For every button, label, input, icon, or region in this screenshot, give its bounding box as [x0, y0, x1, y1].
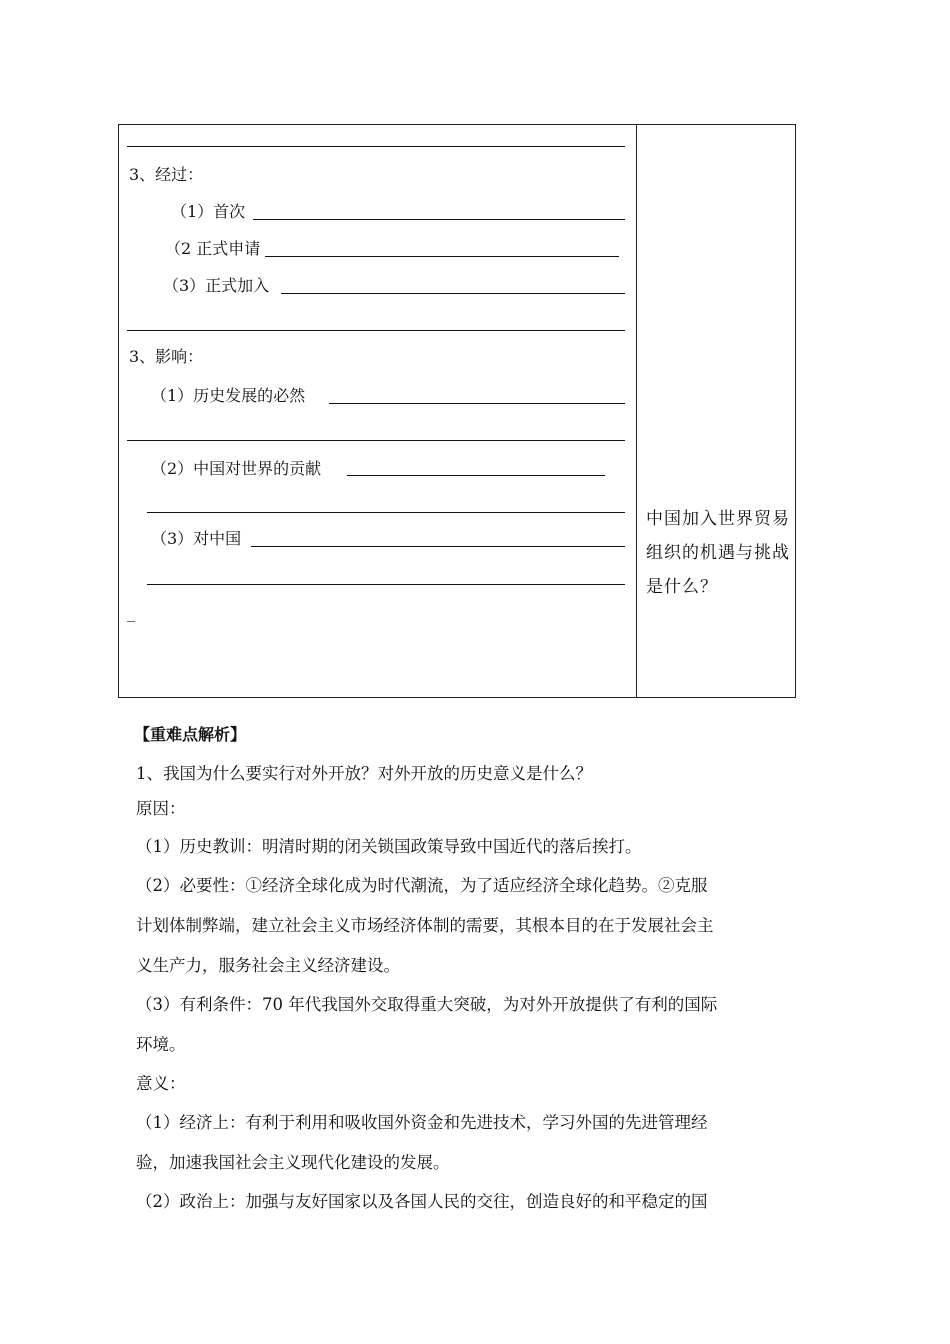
meaning-label: 意义： — [136, 1074, 186, 1093]
step3-item2-label: （2 正式申请 — [165, 239, 261, 258]
reason-1: （1）历史教训：明清时期的闭关锁国政策导致中国近代的落后挨打。 — [136, 837, 642, 856]
answer-line[interactable] — [147, 512, 625, 513]
step3-item3-label: （3）正式加入 — [163, 276, 270, 295]
side-question: 中国加入世界贸易组织的机遇与挑战是什么？ — [646, 509, 790, 597]
reason-2-line2: 计划体制弊端，建立社会主义市场经济体制的需要，其根本目的在于发展社会主 — [136, 916, 714, 935]
worksheet-table — [118, 124, 796, 698]
column-divider — [636, 125, 637, 697]
section-title: 【重难点解析】 — [134, 725, 247, 744]
impact-item2-label: （2）中国对世界的贡献 — [151, 459, 322, 478]
answer-line[interactable] — [147, 584, 625, 585]
answer-line[interactable] — [281, 293, 625, 294]
answer-line[interactable] — [127, 330, 625, 331]
answer-line[interactable] — [127, 440, 625, 441]
step3-heading: 3、经过： — [129, 165, 204, 184]
answer-line[interactable] — [347, 475, 605, 476]
impact-item1-label: （1）历史发展的必然 — [151, 386, 306, 405]
meaning-1-line1: （1）经济上：有利于利用和吸收国外资金和先进技术，学习外国的先进管理经 — [136, 1113, 708, 1132]
answer-line[interactable] — [251, 546, 625, 547]
meaning-1-line2: 验，加速我国社会主义现代化建设的发展。 — [136, 1153, 450, 1172]
meaning-2-line1: （2）政治上：加强与友好国家以及各国人民的交往，创造良好的和平稳定的国 — [136, 1192, 708, 1211]
answer-line — [127, 146, 625, 147]
reasons-label: 原因： — [136, 799, 186, 818]
reason-3-line2: 环境。 — [136, 1035, 186, 1054]
step3-item1-label: （1）首次 — [171, 202, 246, 221]
reason-2-line1: （2）必要性：①经济全球化成为时代潮流，为了适应经济全球化趋势。②克服 — [136, 876, 708, 895]
answer-line[interactable] — [329, 403, 625, 404]
answer-line[interactable] — [265, 256, 619, 257]
answer-line[interactable] — [253, 219, 625, 220]
reason-2-line3: 义生产力，服务社会主义经济建设。 — [136, 956, 400, 975]
impact-item3-label: （3）对中国 — [151, 529, 242, 548]
impact-heading: 3、影响： — [129, 347, 204, 366]
trailing-mark: _ — [127, 603, 135, 622]
question-text: 1、我国为什么要实行对外开放？对外开放的历史意义是什么？ — [136, 764, 592, 783]
reason-3-line1: （3）有利条件：70 年代我国外交取得重大突破，为对外开放提供了有利的国际 — [136, 995, 718, 1014]
